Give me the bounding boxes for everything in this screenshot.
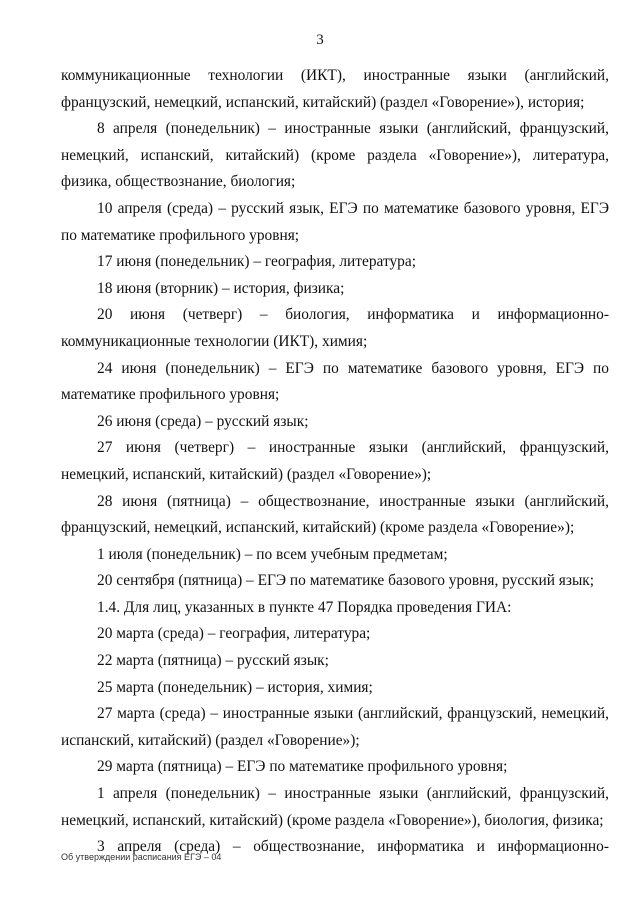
paragraph-june-20: 20 июня (четверг) – биология, информатика и информационно-коммуникационные технологии (ИКТ), химия;: [61, 306, 609, 350]
paragraph-march-20: 20 марта (среда) – география, литература;: [97, 625, 371, 643]
paragraph-continuation: коммуникационные технологии (ИКТ), иностранные языки (английский, французский, немецкий, испанский, китайский) (раздел «Говорение»), история;: [61, 67, 609, 111]
paragraph-june-17: 17 июня (понедельник) – география, литература;: [97, 253, 416, 271]
paragraph-june-18: 18 июня (вторник) – история, физика;: [97, 279, 345, 297]
paragraph-june-24: 24 июня (понедельник) – ЕГЭ по математике базового уровня, ЕГЭ по математике профильного уровня;: [61, 359, 609, 404]
paragraph-april-1: 1 апреля (понедельник) – иностранные языки (английский, французский, немецкий, испанский, китайский) (кроме раздела «Говорение»), биология, физика;: [61, 785, 609, 829]
paragraph-june-28: 28 июня (пятница) – обществознание, иностранные языки (английский, французский, немецкий, испанский, китайский) (кроме раздела «Говорение»);: [61, 492, 609, 537]
paragraph-june-27: 27 июня (четверг) – иностранные языки (английский, французский, немецкий, испанский, китайский) (раздел «Говорение»);: [61, 439, 609, 483]
paragraph-june-26: 26 июня (среда) – русский язык;: [97, 412, 309, 430]
paragraph-march-29: 29 марта (пятница) – ЕГЭ по математике профильного уровня;: [97, 758, 508, 776]
section-heading-1-4: 1.4. Для лиц, указанных в пункте 47 Порядка проведения ГИА:: [97, 598, 512, 616]
page-number: 3: [316, 32, 324, 48]
paragraph-april-8: 8 апреля (понедельник) – иностранные языки (английский, французский, немецкий, испанский, китайский) (кроме раздела «Говорение»), литература, физика, обществознание, биология;: [61, 120, 609, 191]
paragraph-july-1: 1 июля (понедельник) – по всем учебным предметам;: [97, 545, 448, 563]
paragraph-march-25: 25 марта (понедельник) – история, химия;: [97, 678, 373, 696]
paragraph-march-27: 27 марта (среда) – иностранные языки (английский, французский, немецкий, испанский, китайский) (раздел «Говорение»);: [61, 705, 609, 749]
paragraph-march-22: 22 марта (пятница) – русский язык;: [97, 652, 329, 670]
paragraph-april-10: 10 апреля (среда) – русский язык, ЕГЭ по математике базового уровня, ЕГЭ по математике профильного уровня;: [61, 199, 609, 244]
paragraph-april-3: 3 апреля (среда) – обществознание, информатика и информационно-: [97, 838, 609, 856]
document-footer: Об утверждении расписания ЕГЭ – 04: [61, 852, 222, 862]
paragraph-september-20: 20 сентября (пятница) – ЕГЭ по математике базового уровня, русский язык;: [97, 572, 595, 590]
document-body: [61, 63, 609, 861]
